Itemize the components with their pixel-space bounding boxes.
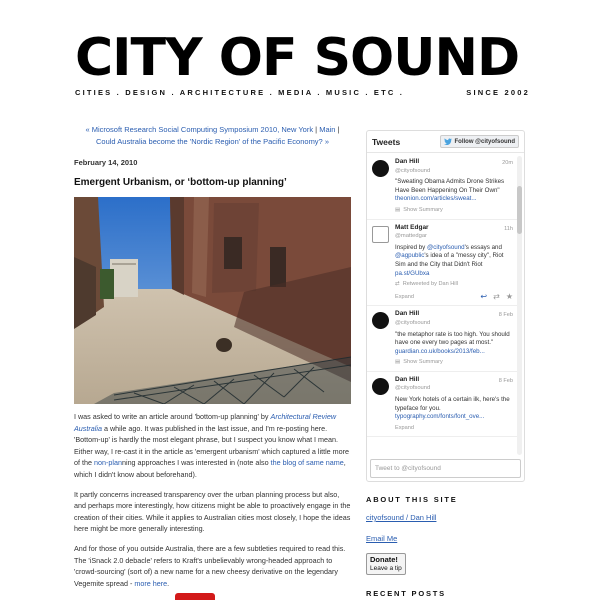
- nav-separator: |: [335, 125, 340, 134]
- about-link[interactable]: cityofsound / Dan Hill: [366, 513, 437, 522]
- tweet-author[interactable]: Dan Hill: [395, 375, 420, 383]
- widget-title[interactable]: Tweets: [372, 136, 401, 147]
- tweet-link[interactable]: guardian.co.uk/books/2013/feb...: [395, 347, 485, 355]
- retweet-icon[interactable]: ⇄: [493, 291, 500, 301]
- tweet-text: Inspired by @cityofsound's essays and @agpublic's idea of a "messy city", Riot Sim and the City that Didn't Riot pa.st/GUbxa: [395, 243, 504, 277]
- tweet-time[interactable]: 8 Feb: [498, 377, 513, 384]
- avatar[interactable]: [372, 160, 389, 177]
- tweet-text: "the metaphor rate is too high. You should have one every two pages at most." guardian.co.uk/books/2013/feb...: [395, 330, 510, 355]
- tweet-text: "Sweating Obama Admits Drone Strikes Have Been Happening On Their Own" theonion.com/articles/sweat...: [395, 178, 505, 203]
- sidebar: [366, 495, 526, 598]
- post-body: [74, 411, 351, 589]
- main-column: [74, 124, 351, 597]
- mention-link[interactable]: @agpublic: [395, 252, 425, 260]
- tweet-compose-input[interactable]: Tweet to @cityofsound: [370, 459, 521, 478]
- tweet-author[interactable]: Dan Hill: [395, 310, 420, 318]
- tweet-time[interactable]: 8 Feb: [498, 312, 513, 319]
- tweet-handle: @cityofsound: [395, 167, 431, 174]
- retweet-icon: ⇄: [395, 281, 400, 288]
- blog-link[interactable]: the blog of same name: [270, 458, 344, 468]
- masthead: [75, 30, 530, 97]
- tweet[interactable]: [367, 306, 517, 372]
- post-photo: [74, 197, 351, 404]
- donate-title: Donate!: [370, 555, 398, 564]
- tweet-link[interactable]: theonion.com/articles/sweat...: [395, 195, 477, 203]
- tweet-link[interactable]: pa.st/GUbxa: [395, 269, 430, 277]
- follow-button[interactable]: [440, 135, 519, 148]
- favorite-icon[interactable]: ★: [505, 291, 513, 301]
- expand-link[interactable]: Expand: [395, 424, 414, 431]
- tweet-stream: [367, 154, 517, 457]
- tweet-author[interactable]: Matt Edgar: [395, 223, 429, 231]
- non-plan-link[interactable]: non-plan: [93, 458, 122, 468]
- tweet-actions: [395, 293, 513, 302]
- avatar[interactable]: [372, 378, 389, 395]
- more-here-link[interactable]: more here: [134, 578, 168, 588]
- email-link[interactable]: Email Me: [366, 534, 398, 543]
- nav-separator: |: [313, 125, 320, 134]
- post-date: February 14, 2010: [74, 158, 138, 167]
- tweet[interactable]: [367, 372, 517, 438]
- widget-header: [367, 131, 524, 153]
- scrollbar[interactable]: [517, 156, 522, 455]
- reply-icon[interactable]: ↩: [480, 291, 488, 301]
- avatar[interactable]: [372, 226, 389, 243]
- show-summary-link[interactable]: ▤ Show Summary: [395, 206, 443, 213]
- donate-subtitle: Leave a tip: [370, 564, 402, 572]
- previous-post-link[interactable]: « Microsoft Research Social Computing Symposium 2010, New York: [85, 125, 314, 134]
- post-paragraph: I was asked to write an article around 'bottom-up planning' by Architectural Review Australia a while ago. It was published in the last issue, and I'm re-posting here. 'Bottom-up' is hardly the most elegant phrase, but I suspect you know what I mean. Either way, I re-cast it in the article as 'emergent urbanism' which captured a little more of the non-planning approaches I was interested in (note also the blog of same name, which I didn't know about beforehand).: [74, 412, 350, 479]
- recent-posts-heading: RECENT POSTS: [366, 589, 446, 598]
- tweet[interactable]: [367, 154, 517, 220]
- post-navigation: [74, 124, 351, 148]
- post-paragraph: It partly concerns increased transparency over the urban planning process but also, and perhaps more interestingly, how citizens might be able to proactively engage in the creation of their cities. While it applies to Australian cities most closely, I hope the ideas here might be more generally interesting.: [74, 489, 351, 534]
- summary-icon: ▤: [395, 359, 401, 366]
- donate-button[interactable]: [366, 553, 406, 575]
- tweet-handle: @cityofsound: [395, 385, 431, 392]
- about-heading: ABOUT THIS SITE: [366, 495, 458, 504]
- expand-link[interactable]: Expand: [395, 293, 414, 300]
- summary-icon: ▤: [395, 206, 401, 213]
- follow-button-label: Follow @cityofsound: [454, 138, 515, 145]
- show-summary-link[interactable]: ▤ Show Summary: [395, 359, 443, 366]
- site-title[interactable]: CITY OF SOUND: [75, 28, 520, 88]
- avatar[interactable]: [372, 312, 389, 329]
- retweet-note: ⇄ Retweeted by Dan Hill: [395, 281, 459, 288]
- architectural-review-link[interactable]: Architectural Review Australia: [74, 412, 337, 433]
- tweet-text: New York hotels of a certain ilk, here's the typeface for you. typography.com/fonts/font_ove...: [395, 396, 510, 421]
- red-image-fragment: [175, 593, 215, 600]
- twitter-bird-icon: [444, 138, 452, 145]
- site-tagline: CITIES . DESIGN . ARCHITECTURE . MEDIA . MUSIC . ETC .: [75, 88, 405, 97]
- tweet-link[interactable]: typography.com/fonts/font_ove...: [395, 413, 485, 421]
- tweet-time[interactable]: 20m: [502, 160, 513, 166]
- tagline-row: [75, 88, 530, 97]
- next-post-link[interactable]: Could Australia become the 'Nordic Region' of the Pacific Economy? »: [96, 137, 329, 146]
- post-paragraph: And for those of you outside Australia, there are a few subtleties required to read this. The 'iSnack 2.0 debacle' refers to Kraft's unbelievably wrong-headed approach to 'crowd-sourcing' (sort of) a new name for a new cheesy derivative on the legendary Vegemite spread - more here.: [74, 543, 346, 588]
- tweet[interactable]: [367, 220, 517, 307]
- tweet-time[interactable]: 11h: [504, 225, 513, 232]
- tweet-handle: @cityofsound: [395, 319, 431, 326]
- since-label: SINCE 2002: [466, 88, 530, 97]
- twitter-widget: [366, 130, 525, 482]
- tweet-author[interactable]: Dan Hill: [395, 158, 420, 165]
- tweet-handle: @mattedgar: [395, 233, 427, 240]
- main-link[interactable]: Main: [319, 125, 336, 134]
- scrollbar-thumb[interactable]: [517, 186, 522, 234]
- mention-link[interactable]: @cityofsound: [427, 243, 465, 251]
- post-title[interactable]: Emergent Urbanism, or ‘bottom-up planning’: [74, 177, 287, 188]
